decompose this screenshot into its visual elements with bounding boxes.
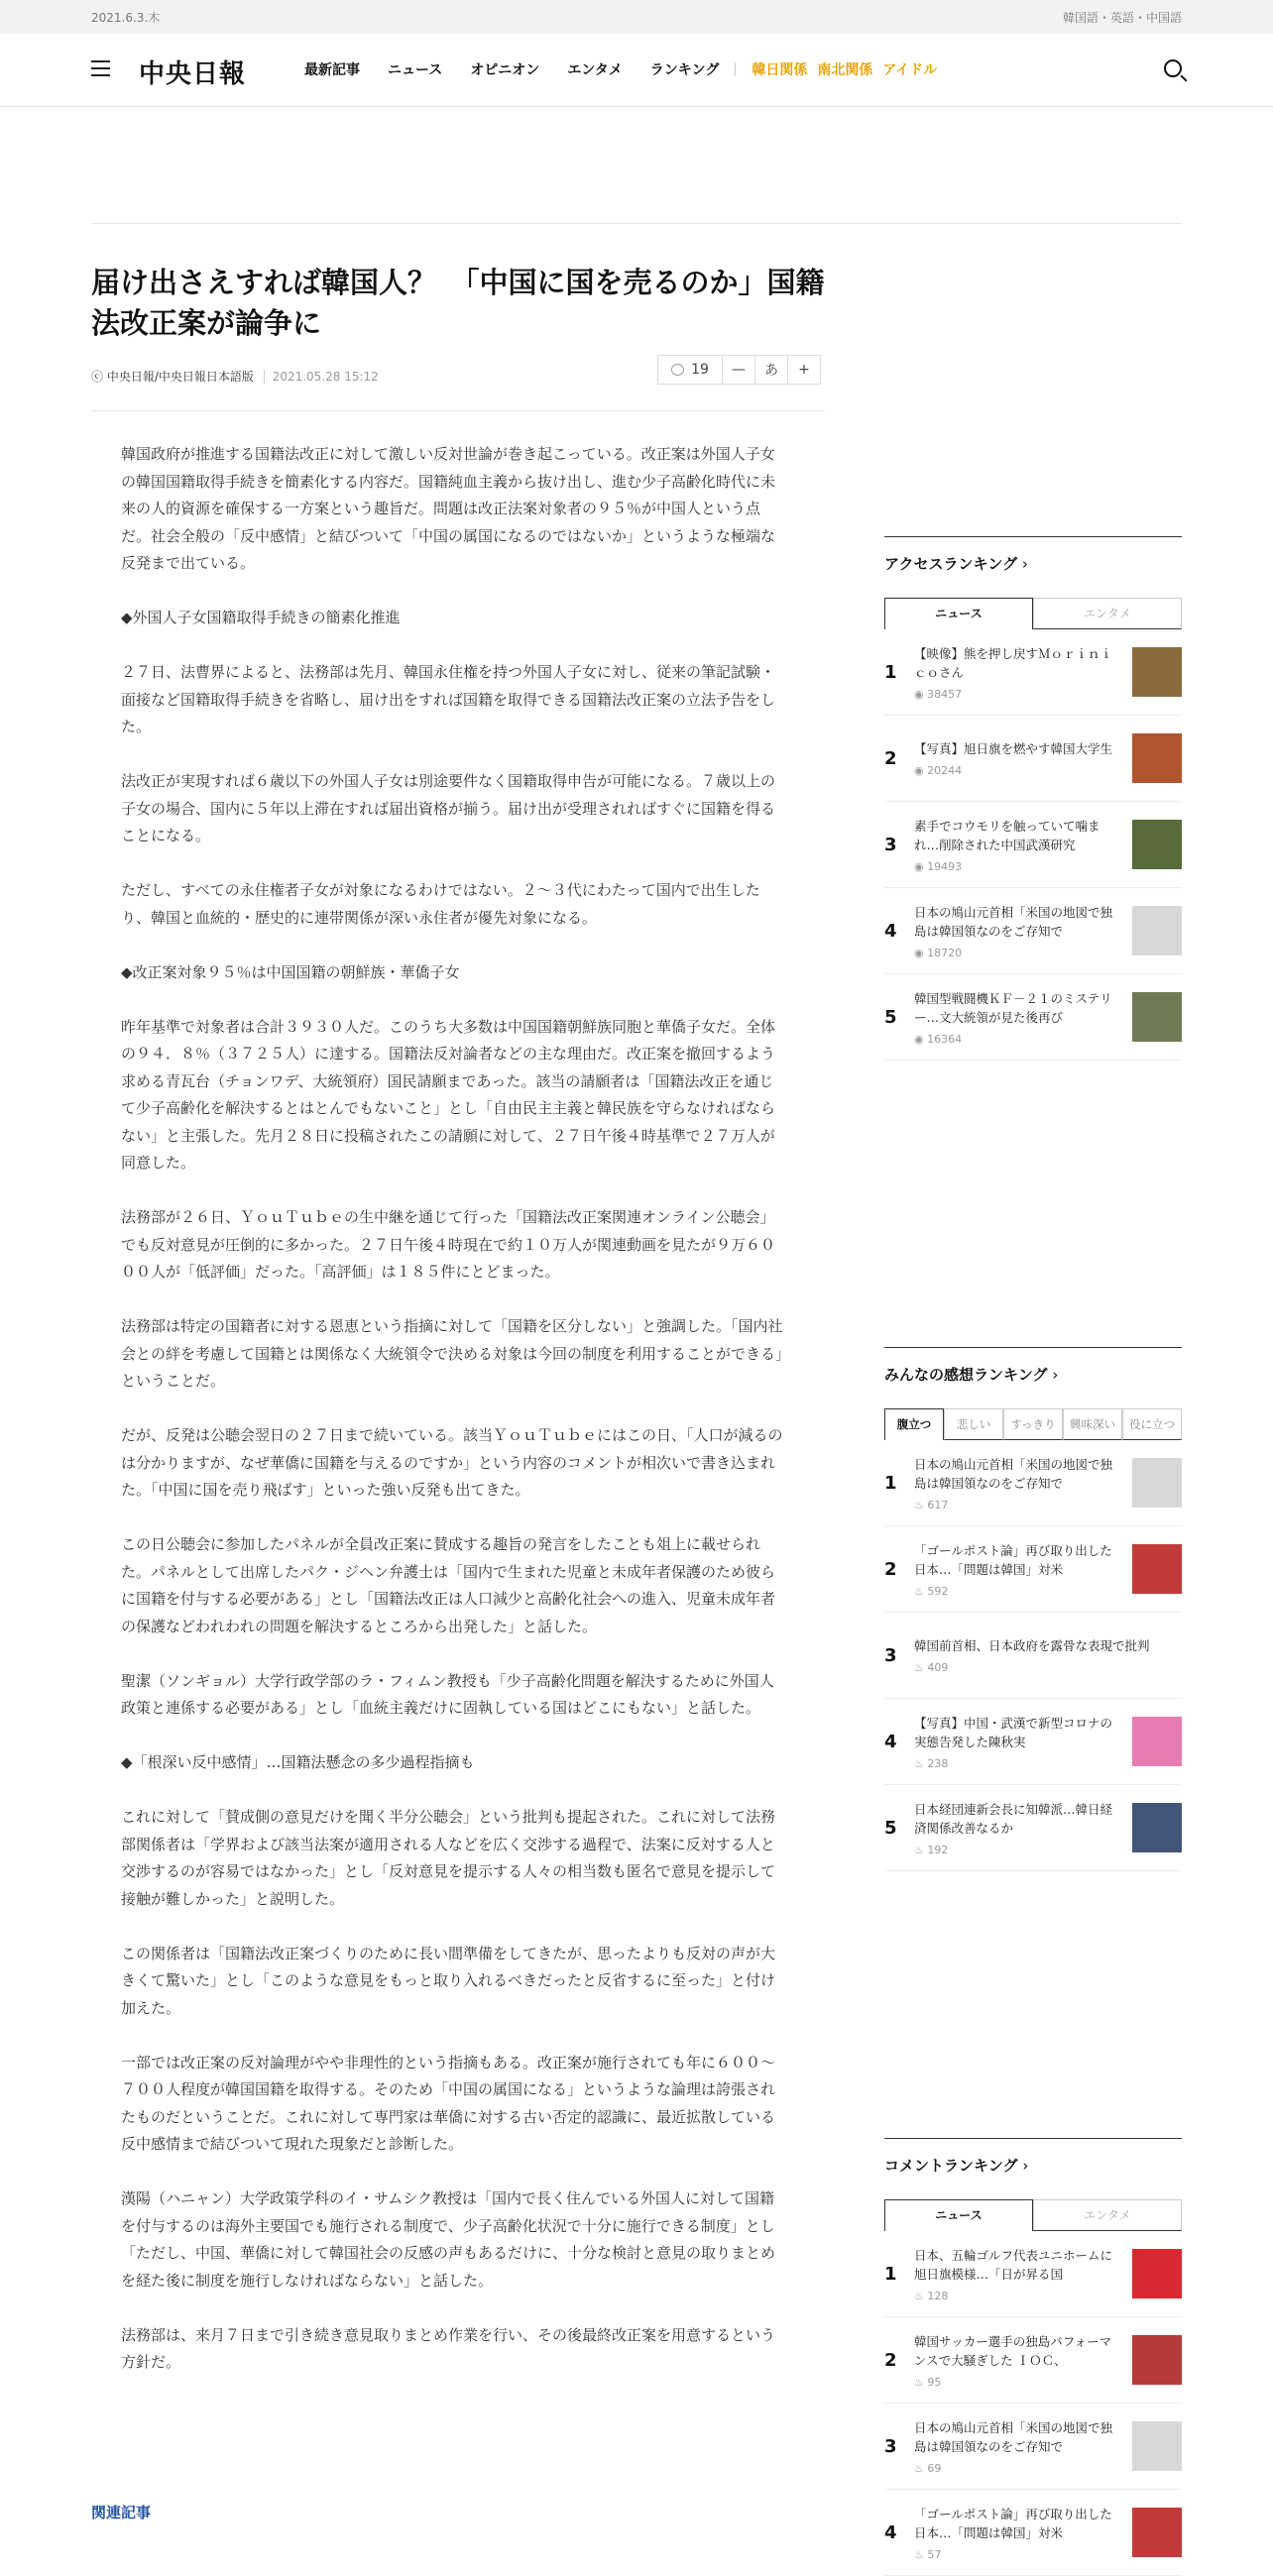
ranking-title[interactable]: 日本の鳩山元首相「米国の地図で独島は韓国領なのをご存知で: [914, 1456, 1113, 1491]
tab-angry[interactable]: 腹立つ: [884, 1408, 944, 1440]
ranking-text: [914, 1714, 1120, 1770]
ranking-thumbnail[interactable]: [1132, 1458, 1182, 1508]
ranking-count-value: 20244: [927, 764, 963, 777]
ranking-item[interactable]: [884, 629, 1182, 716]
article-paragraph: この関係者は「国籍法改正案づくりのために長い間準備をしてきたが、思ったよりも反対の声が大きくて驚いた」とし「このような意見をもっと取り入れるべきだったと反省するに至った」と付け加えた。: [121, 1944, 776, 2017]
eye-icon: ◉: [914, 764, 928, 777]
nav-item-entertainment[interactable]: エンタメ: [567, 62, 623, 78]
ranking-item[interactable]: [884, 1613, 1182, 1699]
access-ranking-tabs: [884, 598, 1182, 629]
ranking-number: 5: [884, 1006, 897, 1028]
article-subheading: ◆外国人子女国籍取得手続きの簡素化推進: [121, 609, 401, 626]
ranking-item[interactable]: [884, 1785, 1182, 1871]
ranking-text: [914, 2332, 1120, 2389]
ranking-text: [914, 2505, 1120, 2561]
eye-icon: ◉: [914, 687, 928, 701]
tab-interesting[interactable]: 興味深い: [1063, 1408, 1122, 1440]
comment-icon: ♨: [914, 2461, 928, 2475]
article-timestamp: 2021.05.28 15:12: [264, 370, 379, 384]
search-icon[interactable]: [1164, 59, 1182, 77]
language-links[interactable]: 韓国語・英語・中国語: [1062, 11, 1182, 25]
ranking-text: [914, 1636, 1182, 1674]
article-tools: [657, 355, 821, 385]
ranking-thumbnail[interactable]: [1132, 820, 1182, 869]
article-paragraph: 昨年基準で対象者は合計３９３０人だ。このうち大多数は中国国籍朝鮮族同胞と華僑子女だ。全体の９４．８％（３７２５人）に達する。国籍法反対論者などの主な理由だ。改正案を撤回するよう求める青瓦台（チョンワデ、大統領府）国民請願まであった。該当の請願者は「国籍法改正を通じて少子高齢化を解決するとはとんでもないこと」とし「自由民主主義と韓民族を守らなければならない」と主張した。先月２８日に投稿されたこの請願に対して、２７日午後４時基準で２７万人が同意した。: [121, 1017, 776, 1172]
article-source: ⓒ 中央日報/中央日報日本語版: [91, 370, 254, 384]
article-paragraph: 法務部が２６日、ＹｏｕＴｕｂｅの生中継を通じて行った「国籍法改正案関連オンライン公聴会」でも反対意見が圧倒的に多かった。２７日午後４時現在で約１０万人が関連動画を見たが９万６０００人が「低評価」だった。「高評価」は１８５件にとどまった。: [121, 1208, 776, 1281]
ranking-thumbnail[interactable]: [1132, 1544, 1182, 1594]
ranking-count-value: 18720: [927, 946, 963, 959]
ranking-count: [914, 1661, 1182, 1674]
reaction-icon: ♨: [914, 1498, 928, 1512]
ranking-item[interactable]: [884, 2317, 1182, 2404]
ranking-text: [914, 2246, 1120, 2302]
top-utility-bar: [0, 0, 1273, 34]
article-paragraph: 法改正が実現すれば６歳以下の外国人子女は別途要件なく国籍取得申告が可能になる。７歳以上の子女の場合、国内に５年以上滞在すれば届出資格が揃う。届け出が受理されればすぐに国籍を得ることになる。: [121, 772, 776, 844]
nav-divider: [735, 62, 736, 76]
ranking-title[interactable]: 日本、五輪ゴルフ代表ユニホームに旭日旗模様…「日が昇る国: [914, 2247, 1113, 2282]
ranking-count: [914, 947, 1120, 959]
tab-news[interactable]: ニュース: [884, 2199, 1033, 2231]
ranking-title[interactable]: 「ゴールポスト論」再び取り出した日本…「問題は韓国」対米: [914, 2506, 1112, 2540]
nav-item-latest[interactable]: 最新記事: [304, 62, 360, 78]
tab-entertainment[interactable]: エンタメ: [1033, 598, 1182, 629]
ranking-number: 2: [884, 1558, 897, 1580]
reaction-icon: ♨: [914, 1843, 928, 1856]
reaction-icon: ♨: [914, 1584, 928, 1598]
ranking-number: 4: [884, 2521, 897, 2543]
ranking-number: 2: [884, 2349, 897, 2371]
comment-ranking-title[interactable]: コメントランキング ›: [884, 2138, 1182, 2176]
ranking-text: [914, 2418, 1120, 2475]
article-body: [121, 441, 787, 2404]
comment-icon: ♨: [914, 2375, 928, 2389]
ranking-title[interactable]: 素手でコウモリを触っていて噛まれ…削除された中国武漢研究: [914, 818, 1100, 852]
ranking-text: [914, 644, 1120, 701]
article-paragraph: ただし、すべての永住権者子女が対象になるわけではない。２～３代にわたって国内で出生したり、韓国と血統的・歴史的に連帯関係が深い永住者が優先対象になる。: [121, 881, 760, 927]
ranking-title[interactable]: 日本の鳩山元首相「米国の地図で独島は韓国領なのをご存知で: [914, 904, 1113, 939]
article-paragraph: 聖潔（ソンギョル）大学行政学部のラ・フィムン教授も「少子高齢化問題を解決するために外国人政策と連係する必要がある」とし「血統主義だけに固執している国はどこにもない」と話した。: [121, 1671, 774, 1717]
ranking-thumbnail[interactable]: [1132, 1803, 1182, 1852]
ranking-number: 1: [884, 661, 897, 683]
ranking-count: [914, 1033, 1120, 1046]
nav-item-korea-japan[interactable]: 韓日関係: [752, 62, 808, 78]
article-paragraph: この日公聴会に参加したパネルが全員改正案に賛成する趣旨の発言をしたことも俎上に載せられた。パネルとして出席したパク・ジヘン弁護士は「国内で生まれた児童と未成年者保護のため彼らに国籍を付与する必要がある」とし「国籍法改正は人口減少と高齢化社会への進入、児童未成年者の保護などわれわれの問題を解決するところから出発した」と話した。: [121, 1535, 776, 1635]
ranking-thumbnail[interactable]: [1132, 2249, 1182, 2298]
eye-icon: ◉: [914, 859, 928, 873]
ranking-count-value: 592: [927, 1584, 949, 1598]
ranking-thumbnail[interactable]: [1132, 906, 1182, 955]
nav-item-opinion[interactable]: オピニオン: [470, 62, 540, 78]
article-title: 届け出さえすれば韓国人？ 「中国に国を売るのか」国籍法改正案が論争に: [91, 266, 825, 340]
article-subheading: ◆「根深い反中感情」…国籍法懸念の多少過程指摘も: [121, 1753, 475, 1771]
nav-item-ranking[interactable]: ランキング: [649, 62, 720, 78]
ranking-item[interactable]: [884, 2404, 1182, 2490]
ranking-count-value: 16364: [927, 1032, 963, 1046]
article-paragraph: だが、反発は公聴会翌日の２７日まで続いている。該当ＹｏｕＴｕｂｅにはこの日、「人口が減るのは分かりますが、なぜ華僑に国籍を与えるのですか」という内容のコメントが相次いで書き込まれた。「中国に国を売り飛ばす」といった強い反発も出てきた。: [121, 1426, 783, 1499]
access-ranking: [884, 536, 1182, 1061]
ranking-count-value: 128: [927, 2289, 949, 2302]
ranking-thumbnail[interactable]: [1132, 992, 1182, 1042]
ranking-number: 1: [884, 1472, 897, 1494]
ranking-text: [914, 1455, 1120, 1512]
ranking-item[interactable]: [884, 2231, 1182, 2317]
article-paragraph: ２７日、法曹界によると、法務部は先月、韓国永住権を持つ外国人子女に対し、従来の筆記試験・面接など国籍取得手続きを省略し、届け出をすれば国籍を取得できる国籍法改正案の立法予告をした。: [121, 663, 776, 735]
ranking-item[interactable]: [884, 974, 1182, 1061]
ranking-text: [914, 903, 1120, 959]
ranking-number: 1: [884, 2263, 897, 2285]
ranking-title[interactable]: 日本経団連新会長に知韓派…韓日経済関係改善なるか: [914, 1801, 1113, 1836]
tab-refreshing[interactable]: すっきり: [1003, 1408, 1063, 1440]
ranking-item[interactable]: [884, 2490, 1182, 2576]
ad-divider: [91, 223, 1182, 224]
ranking-count: [914, 2376, 1120, 2389]
ranking-count: [914, 1757, 1120, 1770]
ranking-text: [914, 817, 1120, 873]
eye-icon: ◉: [914, 946, 928, 959]
nav-item-north-south[interactable]: 南北関係: [817, 62, 873, 78]
ranking-item[interactable]: [884, 802, 1182, 888]
ranking-count-value: 409: [927, 1661, 949, 1674]
comment-ranking: [884, 2138, 1182, 2576]
ranking-item[interactable]: [884, 716, 1182, 802]
ranking-thumbnail[interactable]: [1132, 2421, 1182, 2471]
article-paragraph: 法務部は、来月７日まで引き続き意見取りまとめ作業を行い、その後最終改正案を用意するという方針だ。: [121, 2325, 776, 2371]
reaction-ranking-tabs: [884, 1408, 1182, 1440]
ranking-number: 3: [884, 2435, 897, 2457]
ranking-item[interactable]: [884, 1526, 1182, 1613]
article-byline: [91, 368, 379, 385]
article-paragraph: 法務部は特定の国籍者に対する恩恵という指摘に対して「国籍を区分しない」と強調した。「国内社会との絆を考慮して国籍とは関係なく大統領令で決める対象は今回の制度を利用することができる」ということだ。: [121, 1317, 783, 1390]
ranking-count: [914, 1844, 1120, 1856]
ranking-count: [914, 1499, 1120, 1512]
ranking-count-value: 617: [927, 1498, 949, 1512]
ranking-item[interactable]: [884, 888, 1182, 974]
comment-icon: ♨: [914, 2289, 928, 2302]
related-articles-heading[interactable]: 関連記事: [91, 2504, 152, 2521]
ranking-count-value: 69: [927, 2461, 942, 2475]
ranking-text: [914, 1541, 1120, 1598]
ranking-number: 2: [884, 747, 897, 769]
comment-ranking-tabs: [884, 2199, 1182, 2231]
eye-icon: ◉: [914, 1032, 928, 1046]
ranking-count-value: 38457: [927, 687, 963, 701]
comment-icon: [671, 364, 684, 376]
main-navigation: [0, 34, 1273, 107]
ranking-title[interactable]: 日本の鳩山元首相「米国の地図で独島は韓国領なのをご存知で: [914, 2419, 1113, 2454]
ranking-count-value: 238: [927, 1756, 949, 1770]
ranking-count-value: 19493: [927, 859, 963, 873]
article-paragraph: これに対して「賛成側の意見だけを聞く半分公聴会」という批判も提起された。これに対して法務部関係者は「学界および該当法案が適用される人などを広く交渉する過程で、法案に反対する人と交渉するのが容易ではなかった」とし「反対意見を提示する人々の相当数も匿名で意見を提示して接触が難しかった」と説明した。: [121, 1808, 776, 1908]
header-divider: [91, 410, 825, 411]
ranking-thumbnail[interactable]: [1132, 1717, 1182, 1766]
ranking-count: [914, 2290, 1120, 2302]
comment-icon: ♨: [914, 2547, 928, 2561]
nav-item-idol[interactable]: アイドル: [882, 62, 938, 78]
reaction-icon: ♨: [914, 1756, 928, 1770]
font-size-label: あ: [755, 355, 788, 385]
site-logo[interactable]: 中央日報: [139, 59, 247, 89]
ranking-number: 3: [884, 834, 897, 855]
current-date: 2021.6.3.木: [91, 11, 161, 25]
nav-item-news[interactable]: ニュース: [388, 62, 443, 78]
hamburger-icon[interactable]: [91, 60, 110, 76]
ranking-title[interactable]: 韓国型戦闘機ＫＦ－２１のミステリー…文大統領が見た後再び: [914, 990, 1112, 1025]
tab-news[interactable]: ニュース: [884, 598, 1033, 629]
comment-count: 19: [691, 362, 709, 378]
tab-useful[interactable]: 役に立つ: [1122, 1408, 1182, 1440]
ranking-count: [914, 2548, 1120, 2561]
ranking-count: [914, 2462, 1120, 2475]
font-decrease-button[interactable]: —: [723, 355, 755, 385]
tab-sad[interactable]: 悲しい: [944, 1408, 1003, 1440]
ranking-thumbnail[interactable]: [1132, 733, 1182, 783]
ranking-number: 3: [884, 1644, 897, 1666]
comment-count-button[interactable]: [657, 355, 723, 385]
access-ranking-title[interactable]: アクセスランキング ›: [884, 536, 1182, 574]
ranking-count-value: 192: [927, 1843, 949, 1856]
tab-entertainment[interactable]: エンタメ: [1033, 2199, 1182, 2231]
ranking-text: [914, 1800, 1120, 1856]
ranking-item[interactable]: [884, 1440, 1182, 1526]
ranking-number: 5: [884, 1817, 897, 1839]
ranking-item[interactable]: [884, 1699, 1182, 1785]
font-increase-button[interactable]: +: [788, 355, 821, 385]
ranking-title[interactable]: 「ゴールポスト論」再び取り出した日本…「問題は韓国」対米: [914, 1542, 1112, 1577]
article-paragraph: 韓国政府が推進する国籍法改正に対して激しい反対世論が巻き起こっている。改正案は外国人子女の韓国国籍取得手続きを簡素化する内容だ。国籍純血主義から抜け出し、進む少子高齢化時代に未来の人的資源を確保する一方案という趣旨だ。問題は改正法案対象者の９５％が中国人という点だ。社会全般の「反中感情」と結びついて「中国の属国になるのではないか」というような極端な反発まで出ている。: [121, 445, 776, 572]
ranking-thumbnail[interactable]: [1132, 2335, 1182, 2385]
ranking-thumbnail[interactable]: [1132, 2508, 1182, 2557]
ranking-count: [914, 860, 1120, 873]
ranking-count: [914, 1585, 1120, 1598]
ranking-title[interactable]: 韓国サッカー選手の独島パフォーマンスで大騒ぎした ＩＯＣ、: [914, 2333, 1112, 2368]
reaction-icon: ♨: [914, 1661, 928, 1674]
article-paragraph: 一部では改正案の反対論理がやや非理性的という指摘もある。改正案が施行されても年に６００～７００人程度が韓国国籍を取得する。そのため「中国の属国になる」というような論理は誇張されたものだということだ。これに対して専門家は華僑に対する古い否定的認識に、最近拡散している反中感情まで結びついて現れた現象だと診断した。: [121, 2053, 776, 2153]
reaction-ranking: [884, 1347, 1182, 1871]
reaction-ranking-title[interactable]: みんなの感想ランキング ›: [884, 1347, 1182, 1385]
ranking-count: [914, 688, 1120, 701]
ranking-title[interactable]: 韓国前首相、日本政府を露骨な表現で批判: [914, 1638, 1150, 1653]
ranking-count-value: 95: [927, 2375, 942, 2389]
ranking-number: 4: [884, 1731, 897, 1752]
article-subheading: ◆改正案対象９５％は中国国籍の朝鮮族・華僑子女: [121, 962, 460, 981]
ranking-title[interactable]: 【写真】旭日旗を燃やす韓国大学生: [914, 741, 1113, 756]
ranking-text: [914, 989, 1120, 1046]
ranking-title[interactable]: 【写真】中国・武漢で新型コロナの実態告発した陳秋実: [914, 1715, 1113, 1749]
ranking-text: [914, 739, 1120, 777]
ranking-number: 4: [884, 920, 897, 942]
ranking-count-value: 57: [927, 2547, 942, 2561]
ranking-count: [914, 764, 1120, 777]
ranking-title[interactable]: 【映像】熊を押し戻すＭｏｒｉｎｉｃｏさん: [914, 645, 1113, 680]
nav-menu: [304, 59, 947, 79]
article-paragraph: 漢陽（ハニャン）大学政策学科のイ・サムシク教授は「国内で長く住んでいる外国人に対して国籍を付与するのは海外主要国でも施行される制度で、少子高齢化状況で十分に施行できる制度」とし「ただし、中国、華僑に対して韓国社会の反感の声もあるだけに、十分な検討と意見の取りまとめを経た後に制度を施行しなければならない」と話した。: [121, 2189, 776, 2290]
ranking-thumbnail[interactable]: [1132, 647, 1182, 697]
